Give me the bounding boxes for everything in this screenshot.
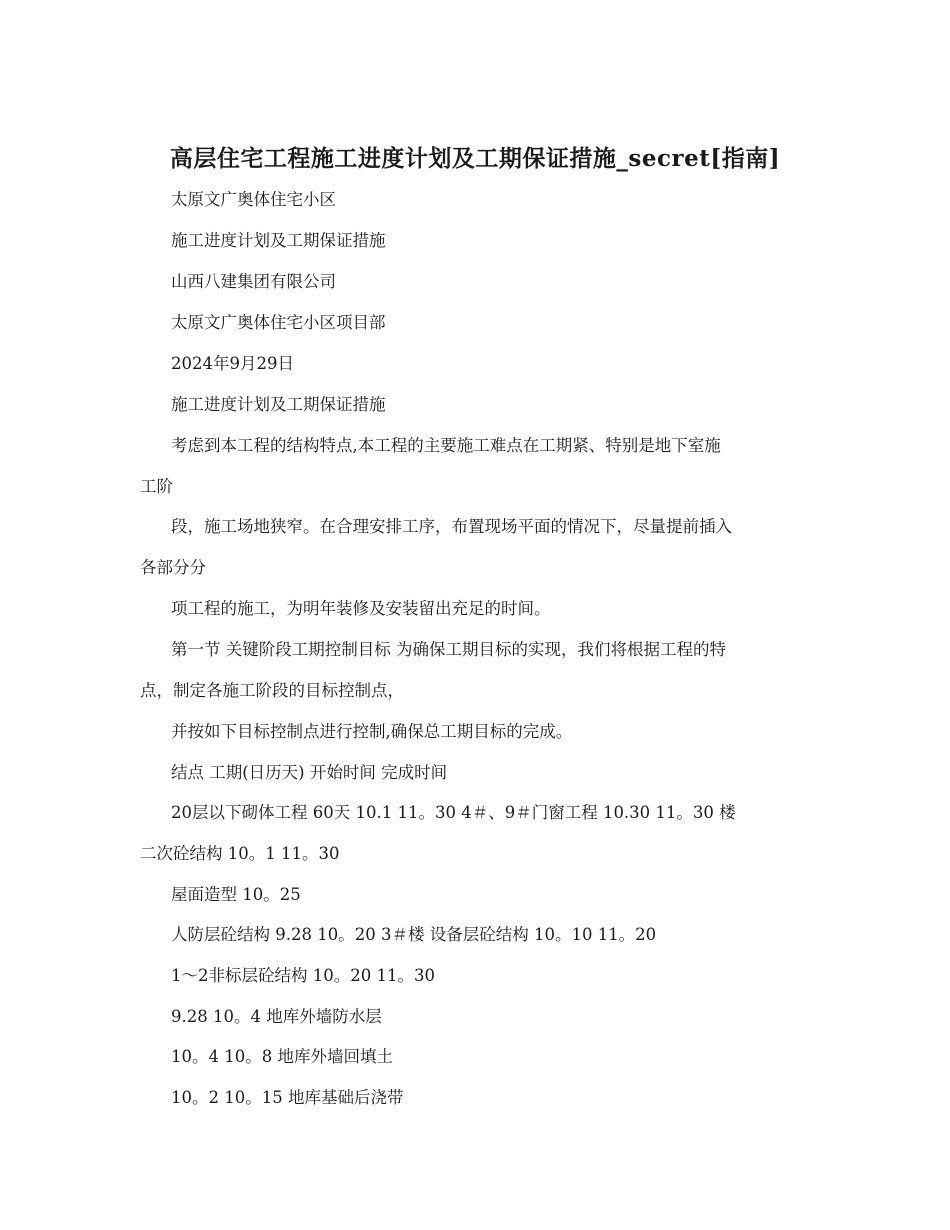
text-line: 考虑到本工程的结构特点,本工程的主要施工难点在工期紧、特别是地下室施 (171, 436, 721, 455)
text-line: 太原文广奥体住宅小区项目部 (171, 313, 386, 332)
text-line: 项工程的施工，为明年装修及安装留出充足的时间。 (171, 599, 551, 618)
text-line: 结点 工期(日历天) 开始时间 完成时间 (171, 763, 448, 782)
text-line: 工阶 (140, 477, 173, 496)
text-line: 9.28 10。4 地库外墙防水层 (171, 1007, 382, 1026)
text-line: 20层以下砌体工程 60天 10.1 11。30 4＃、9＃门窗工程 10.30 11。30 楼 (171, 803, 736, 822)
text-line: 二次砼结构 10。1 11。30 (140, 844, 340, 863)
document-title: 高层住宅工程施工进度计划及工期保证措施_secret[指南] (169, 145, 781, 172)
text-line: 10。2 10。15 地库基础后浇带 (171, 1088, 404, 1107)
text-line: 并按如下目标控制点进行控制,确保总工期目标的完成。 (171, 722, 573, 741)
text-line: 山西八建集团有限公司 (171, 272, 336, 291)
text-line: 1～2非标层砼结构 10。20 11。30 (171, 966, 435, 985)
text-line: 各部分分 (140, 558, 206, 577)
text-line: 屋面造型 10。25 (171, 885, 301, 904)
text-line: 施工进度计划及工期保证措施 (171, 395, 386, 414)
text-line: 段，施工场地狭窄。在合理安排工序，布置现场平面的情况下，尽量提前插入 (171, 517, 732, 536)
text-line: 第一节 关键阶段工期控制目标 为确保工期目标的实现，我们将根据工程的特 (171, 640, 726, 659)
text-line: 点，制定各施工阶段的目标控制点， (140, 681, 404, 700)
text-line: 10。4 10。8 地库外墙回填土 (171, 1047, 393, 1066)
text-line: 太原文广奥体住宅小区 (171, 190, 336, 209)
text-line: 2024年9月29日 (171, 354, 294, 373)
text-line: 施工进度计划及工期保证措施 (171, 231, 386, 250)
text-line: 人防层砼结构 9.28 10。20 3＃楼 设备层砼结构 10。10 11。20 (171, 925, 657, 944)
